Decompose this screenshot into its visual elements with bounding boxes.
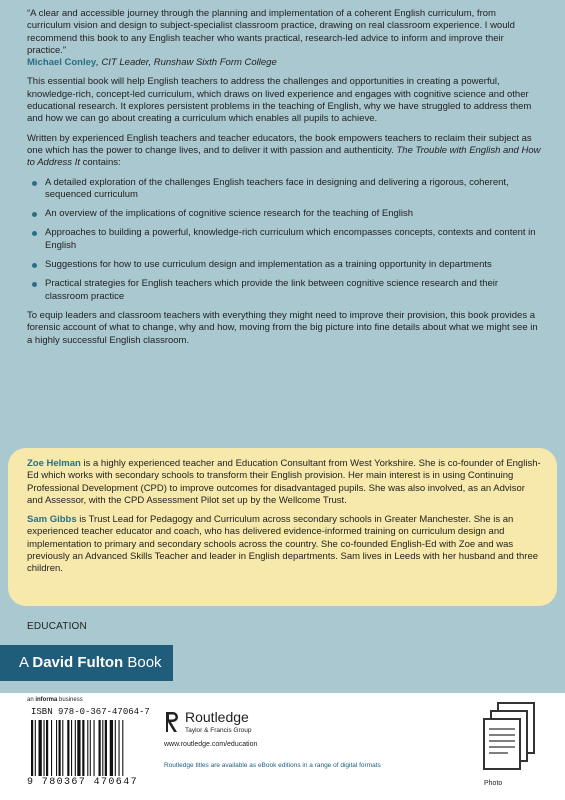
photocopiable-icon [478,701,538,779]
author-bio: Sam Gibbs is Trust Lead for Pedagogy and Curriculum across secondary schools in Greater Manchester. She is an experienced teacher educator and coach, who has delivered evidence-informed training on curriculum design and implementation to primary and secondary schools across the country. She co-founded English-Ed with Zoe and was previously an Advanced Skills Teacher and leader in English departments. Sam lives in Leeds with her husband and three children. [27,514,539,575]
description-paragraph-3: To equip leaders and classroom teachers with everything they might need to improve their provision, this book provides a forensic account of what to change, why and how, moving from the big picture into fine details about what we might see in a highly successful English classroom. [27,309,538,346]
author-bio: Zoe Helman is a highly experienced teacher and Education Consultant from West Yorkshire. She is co-founder of English-Ed which works with secondary schools to transform their English provision. Her main interest is in using Continuing Professional Development (CPD) to improve outcomes for disadvantaged pupils. She was also involved, as an Advisor and Assessor, with the CPD Assessment Pilot set up by the Wellcome Trust. [27,458,541,506]
list-item: A detailed exploration of the challenges English teachers face in designing and delivering a rigorous, coherent, sequenced curriculum [45,177,542,202]
barcode-icon [27,720,155,776]
list-item: Practical strategies for English teachers which provide the link between cognitive science research and their classroom practice [45,278,542,303]
photocopiable-label: Photo [484,780,503,787]
publisher-group: Taylor & Francis Group [185,727,252,734]
description-paragraph-1: This essential book will help English teachers to address the challenges and opportunities in creating a powerful, knowledge-rich, concept-led curriculum, which draws on lived experience and engages with cognitive science and other educational research. It explores persistent problems in the teaching of English, why we have struggled to address them and how we can go about creating a curriculum which enables all pupils to achieve. [27,76,532,125]
blurb [27,8,542,354]
author-bios [27,458,542,583]
isbn-barcode [27,707,157,791]
imprint-name: David Fulton [32,654,124,671]
author-name: Zoe Helman [27,458,81,469]
quote-author: Michael Conley [27,57,97,69]
barcode-number: 9 780367 470647 [27,777,139,788]
ebook-note: Routledge titles are available as eBook editions in a range of digital formats [164,762,381,769]
imprint-banner: A David Fulton Book [0,645,173,681]
endorsement-quote [27,8,542,69]
quote-text: “A clear and accessible journey through the planning and implementation of a coherent English curriculum, from curriculum vision and design to subject-specialist classroom practice, drawing on real classroom experience. I would recommend this book to any English teacher who wants practical, research-led advice to inform and improve their practice.” [27,8,515,56]
subject-category: EDUCATION [27,621,87,632]
quote-author-role: , CIT Leader, Runshaw Sixth Form College [96,57,277,69]
book-title: The Trouble with English and How to Address It [27,144,541,169]
author-name: Sam Gibbs [27,514,77,526]
informa-note: an informa business [27,697,83,703]
publisher-name: Routledge [185,709,249,725]
description-paragraph-2: Written by experienced English teachers and teacher educators, the book empowers teachers to reclaim their subject as one which has the power to change lives, and to deliver it with passion and authenticity. The Trouble with English and How to Address It contains: [27,132,541,169]
contents-list [27,177,542,303]
publisher-url: www.routledge.com/education [164,741,258,748]
list-item: Suggestions for how to use curriculum design and implementation as a training opportunity in departments [45,259,542,271]
routledge-logo-icon [164,711,180,733]
list-item: An overview of the implications of cognitive science research for the teaching of English [45,208,542,220]
isbn-text: ISBN 978-0-367-47064-7 [31,707,150,717]
list-item: Approaches to building a powerful, knowledge-rich curriculum which encompasses concepts, contexts and content in English [45,227,542,252]
